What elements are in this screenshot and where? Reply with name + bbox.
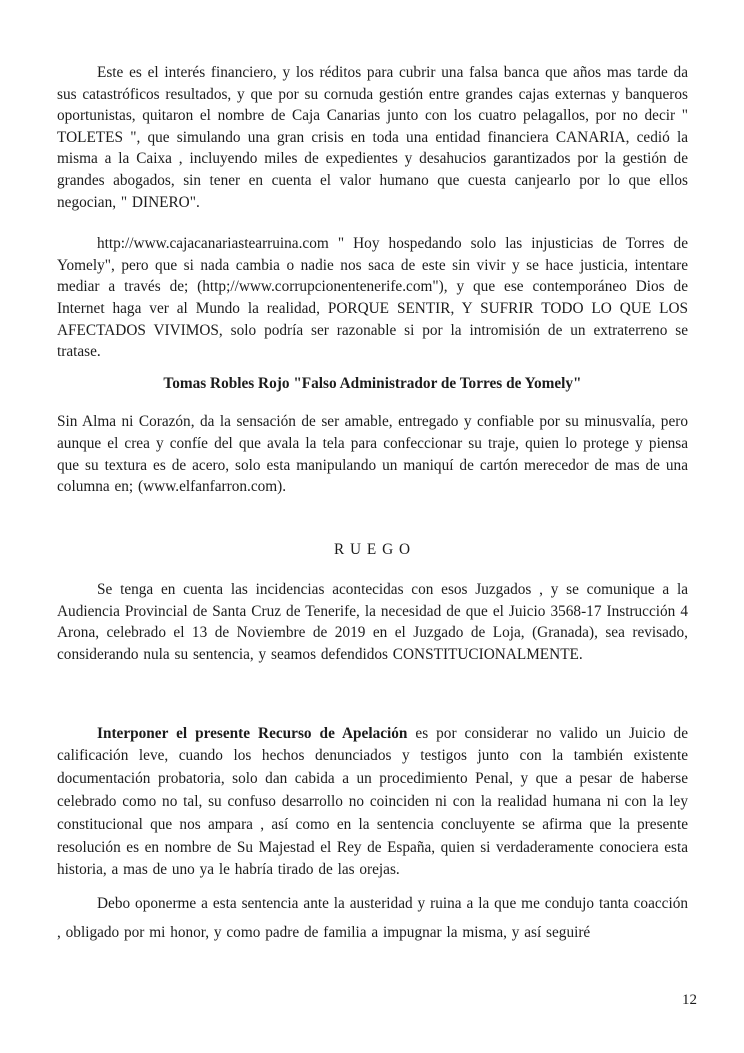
paragraph-debo-oponerme: Debo oponerme a esta sentencia ante la austeridad y ruina a la que me condujo tanta coacción , obligado por mi honor, y como padre de familia a impugnar la misma, y así seguiré (57, 895, 688, 942)
paragraph-cajacanarias-url: http://www.cajacanariastearruina.com " Hoy hospedando solo las injusticias de Torres de Yomely", pero que si nada cambia o nadie nos saca de este sin vivir y se hace justicia, intentare mediar a través de; (http;//www.corrupcionentenerife.com"), y que ese contemporáneo Dios de Internet haga ver al Mundo la realidad, PORQUE SENTIR, Y SUFRIR TODO LO QUE LOS AFECTADOS VIVIMOS, solo podría ser razonable si por la intromisión de un extraterreno se tratase. (57, 235, 688, 361)
paragraph-se-tenga-en-cuenta: Se tenga en cuenta las incidencias acontecidas con esos Juzgados , y se comunique a la Audiencia Provincial de Santa Cruz de Tenerife, la necesidad de que el Juicio 3568-17 Instrucción 4 Arona, celebrado el 13 de Noviembre de 2019 en el Juzgado de Loja, (Granada), sea revisado, considerando nula su sentencia, y seamos defendidos CONSTITUCIONALMENTE. (57, 581, 688, 664)
page-number: 12 (682, 992, 697, 1008)
paragraph-interes-financiero: Este es el interés financiero, y los réditos para cubrir una falsa banca que años mas tarde da sus catastróficos resultados, y que por su cornuda gestión entre grandes cajas externas y banqueros oportunistas, quitaron el nombre de Caja Canarias junto con los cuatro pelagallos, por no decir " TOLETES ", que simulando una gran crisis en toda una entidad financiera CANARIA, cedió la misma a la Caixa , incluyendo miles de expedientes y desahucios garantizados por la gestión de grandes abogados, sin tener en cuenta el valor humano que cuesta canjearlo por lo que ellos negocian, " DINERO". (57, 64, 688, 211)
paragraph-recurso-apelacion-body: es por considerar no valido un Juicio de calificación leve, cuando los hechos denunciados y testigos junto con la también existente documentación probatoria, solo dan cabida a un procedimiento Penal, y que a pesar de haberse celebrado como no tal, su confuso desarrollo no coinciden ni con la realidad humana ni con la ley constitucional que nos ampara , así como en la sentencia concluyente se afirma que la presente resolución es en nombre de Su Majestad el Rey de España, quien si verdaderamente conociera esta historia, a mas de uno ya le habría tirado de las orejas. (57, 724, 688, 879)
heading-tomas-robles-rojo: Tomas Robles Rojo "Falso Administrador de Torres de Yomely" (163, 374, 582, 392)
paragraph-recurso-apelacion-bold-lead: Interponer el presente Recurso de Apelación (97, 724, 408, 742)
paragraph-sin-alma: Sin Alma ni Corazón, da la sensación de ser amable, entregado y confiable por su minusvalía, pero aunque el crea y confíe del que avala la tela para confeccionar su traje, quien lo protege y piensa que su textura es de acero, solo esta manipulando un maniquí de cartón merecedor de mas de una columna en; (www.elfanfarron.com). (57, 413, 688, 496)
heading-ruego: R U E G O (334, 540, 411, 558)
paragraph-recurso-apelacion (57, 723, 688, 883)
